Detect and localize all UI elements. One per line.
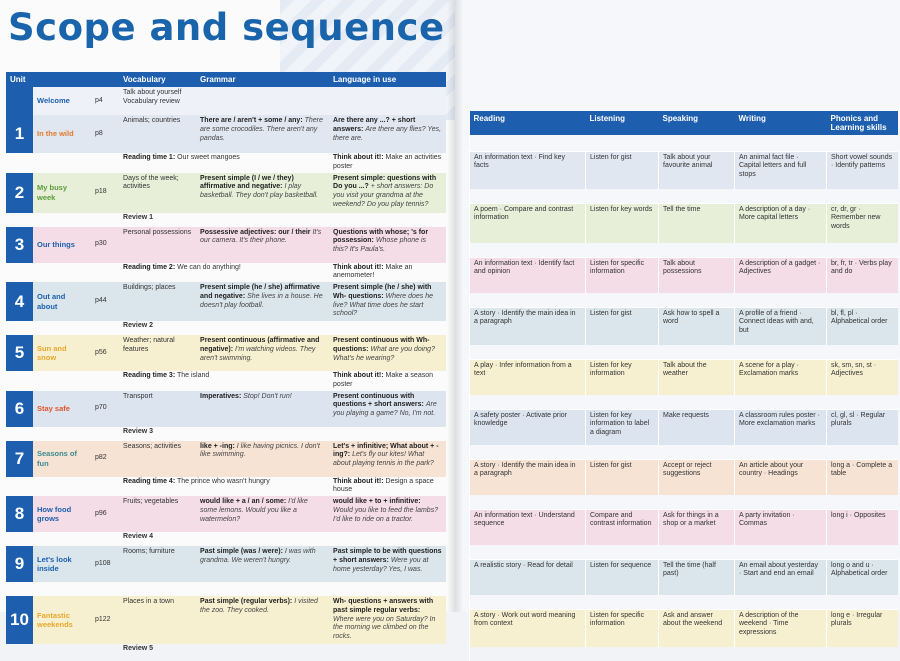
unit-row-skills: [470, 203, 898, 243]
think-about-it: [329, 153, 446, 173]
review-row: [6, 532, 446, 546]
unit-speaking: Accept or reject suggestions: [659, 459, 735, 495]
gap-cell: [470, 445, 898, 459]
grammar-example: I'm watching videos. They aren't swimming.: [200, 345, 316, 362]
unit-writing: A description of the weekend · Time expressions: [735, 609, 827, 647]
unit-vocabulary: Animals; countries: [119, 115, 196, 153]
review-row: [6, 321, 446, 335]
unit-page: p18: [91, 173, 119, 213]
unit-listening: Listen for specific information: [586, 609, 659, 647]
think-text: Make an anemometer!: [333, 263, 413, 280]
grammar-example: I play basketball. They don't play basketball.: [200, 183, 319, 199]
think-about-it: [329, 263, 446, 283]
reading-time-row: [6, 477, 446, 497]
gap-cell: [470, 495, 898, 509]
grammar-rule: Present continuous (affirmative and negative):: [200, 337, 320, 353]
unit-speaking: Ask and answer about the weekend: [659, 609, 735, 647]
unit-speaking: Ask for things in a shop or a market: [659, 509, 735, 545]
reading-time-title: The prince who wasn't hungry: [176, 477, 270, 485]
skills-gap-row: [470, 395, 898, 409]
skills-gap-row: [470, 545, 898, 559]
unit-row: [6, 441, 446, 477]
unit-speaking: Make requests: [659, 409, 735, 445]
header-reading: Reading: [470, 111, 586, 135]
grammar-rule: Past simple (was / were):: [200, 548, 283, 555]
unit-listening: Compare and contrast information: [586, 509, 659, 545]
unit-vocabulary: Personal possessions: [119, 227, 196, 263]
grammar-example: I'd like some lemons. Would you like a watermelon?: [200, 498, 308, 523]
unit-vocabulary: Fruits; vegetables: [119, 496, 196, 532]
review-spacer: [6, 427, 119, 441]
think-text: Design a space house: [333, 477, 434, 494]
reading-time-title: The island: [176, 372, 210, 379]
unit-name: Seasons of fun: [33, 441, 91, 477]
language-rule: Present continuous with Wh- questions:: [333, 337, 430, 353]
unit-name-welcome: Welcome: [33, 87, 91, 115]
unit-page: p70: [91, 391, 119, 427]
unit-language: [329, 441, 446, 477]
unit-reading: A story · Work out word meaning from context: [470, 609, 586, 647]
unit-grammar: [196, 546, 329, 582]
gap-cell: [470, 545, 898, 559]
unit-name: Fantastic weekends: [33, 596, 91, 644]
unit-name: In the wild: [33, 115, 91, 153]
welcome-vocab-2: Vocabulary review: [123, 97, 180, 105]
think-text: Make a season poster: [333, 372, 434, 388]
grammar-rule: Present simple (he / she) affirmative and negative:: [200, 284, 320, 300]
unit-row-skills: [470, 151, 898, 189]
review-row: [6, 427, 446, 441]
review-spacer: [6, 532, 119, 546]
header-unit: Unit: [6, 72, 119, 87]
think-about-it: [329, 477, 446, 497]
language-example: + short answers: Do you visit your grandma at the weekend? Do you play tennis?: [333, 183, 434, 208]
unit-vocabulary: Days of the week; activities: [119, 173, 196, 213]
reading-spacer: [6, 371, 119, 391]
reading-spacer: [6, 582, 119, 596]
unit-number: 3: [6, 227, 33, 263]
review-row: [6, 213, 446, 227]
grammar-rule: would like + a / an / some:: [200, 498, 287, 505]
unit-listening: Listen for key information: [586, 359, 659, 395]
unit-phonics: cr, dr, gr · Remember new words: [827, 203, 898, 243]
skills-gap-row: [470, 445, 898, 459]
unit-grammar: [196, 391, 329, 427]
unit-phonics: cl, gl, sl · Regular plurals: [827, 409, 898, 445]
language-rule: Present simple (he / she) with Wh- questions:: [333, 284, 432, 300]
think-label: Think about it!:: [333, 477, 384, 485]
grammar-rule: Possessive adjectives: our / their: [200, 228, 311, 236]
unit-reading: A story · Identify the main idea in a paragraph: [470, 459, 586, 495]
unit-phonics: long a · Complete a table: [827, 459, 898, 495]
unit-page: p82: [91, 441, 119, 477]
right-page: [455, 0, 900, 636]
unit-writing: A description of a day · More capital letters: [735, 203, 827, 243]
unit-page: p30: [91, 227, 119, 263]
think-label: Think about it!:: [333, 154, 384, 161]
unit-row-skills: [470, 459, 898, 495]
unit-writing: A description of a gadget · Adjectives: [735, 257, 827, 293]
unit-name: Our things: [33, 227, 91, 263]
reading-time-label: Reading time 1:: [123, 154, 176, 161]
unit-grammar: [196, 496, 329, 532]
unit-number: 9: [6, 546, 33, 582]
unit-phonics: sk, sm, sn, st · Adjectives: [827, 359, 898, 395]
unit-name: Stay safe: [33, 391, 91, 427]
unit-phonics: long e · Irregular plurals: [827, 609, 898, 647]
skills-gap-row: [470, 595, 898, 609]
row-welcome: [6, 87, 446, 115]
reading-time-title: Our sweet mangoes: [177, 154, 240, 161]
left-page: [0, 0, 455, 652]
reading-time: [119, 371, 329, 391]
unit-language: [329, 115, 446, 153]
unit-writing: An email about yesterday · Start and end an email: [735, 559, 827, 595]
think-text: Make an activities poster: [333, 154, 442, 170]
unit-writing: An animal fact file · Capital letters and full stops: [735, 151, 827, 189]
unit-row: [6, 115, 446, 153]
language-example: What are you doing? What's he wearing?: [333, 345, 435, 362]
language-example: Whose phone is this? It's Paula's.: [333, 237, 427, 253]
think-about-it: [329, 582, 446, 596]
skills-gap-row: [470, 243, 898, 257]
header-speaking: Speaking: [659, 111, 735, 135]
unit-number: 6: [6, 391, 33, 427]
unit-row: [6, 335, 446, 371]
unit-page-welcome: p4: [91, 87, 119, 115]
reading-time-row: [6, 153, 446, 173]
grammar-example: There are some crocodiles. There aren't any pandas.: [200, 117, 323, 142]
gap-cell: [470, 345, 898, 359]
unit-listening: Listen for gist: [586, 307, 659, 345]
reading-time-label: Reading time 4:: [123, 477, 176, 485]
unit-number: 4: [6, 282, 33, 321]
language-rule: Present simple: questions with Do you ...?: [333, 174, 437, 191]
header-phonics: Phonics and Learning skills: [827, 111, 898, 135]
reading-spacer: [6, 477, 119, 497]
unit-number-welcome: [6, 87, 33, 115]
unit-name: Let's look inside: [33, 546, 91, 582]
think-about-it: [329, 371, 446, 391]
unit-row-skills: [470, 409, 898, 445]
header-language: Language in use: [329, 72, 446, 87]
unit-speaking: Tell the time (half past): [659, 559, 735, 595]
unit-grammar: [196, 335, 329, 371]
unit-writing: A party invitation · Commas: [735, 509, 827, 545]
grammar-example: It's our camera. It's their phone.: [200, 228, 322, 245]
unit-speaking: Ask how to spell a word: [659, 307, 735, 345]
language-example: Where does he live? What time does he start school?: [333, 292, 434, 318]
unit-writing: An article about your country · Headings: [735, 459, 827, 495]
grammar-example: I visited the zoo. They cooked.: [200, 598, 318, 614]
grammar-example: She lives in a house. He doesn't play football.: [200, 292, 323, 309]
language-example: Where were you on Saturday? In the morning we climbed on the rocks.: [333, 615, 436, 640]
unit-page: p122: [91, 596, 119, 644]
unit-number: 10: [6, 596, 33, 644]
unit-speaking: Talk about the weather: [659, 359, 735, 395]
unit-speaking: Talk about your favourite animal: [659, 151, 735, 189]
unit-listening: Listen for specific information: [586, 257, 659, 293]
unit-phonics: br, fr, tr · Verbs play and do: [827, 257, 898, 293]
unit-reading: An information text · Understand sequence: [470, 509, 586, 545]
unit-page: p108: [91, 546, 119, 582]
unit-grammar: [196, 115, 329, 153]
unit-language: [329, 173, 446, 213]
unit-number: 8: [6, 496, 33, 532]
unit-row: [6, 496, 446, 532]
unit-vocabulary: Transport: [119, 391, 196, 427]
skills-gap-row: [470, 495, 898, 509]
unit-reading: A safety poster · Activate prior knowledge: [470, 409, 586, 445]
skills-gap-row: [470, 345, 898, 359]
language-example: Let's fly our kites! What about playing tennis in the park?: [333, 451, 434, 467]
gap-cell: [470, 647, 898, 661]
unit-reading: A story · Identify the main idea in a paragraph: [470, 307, 586, 345]
review-label: Review 2: [123, 322, 153, 329]
unit-phonics: Short vowel sounds · Identify patterns: [827, 151, 898, 189]
unit-grammar: [196, 282, 329, 321]
review-spacer: [6, 644, 119, 658]
unit-name: Sun and snow: [33, 335, 91, 371]
unit-reading: A play · Infer information from a text: [470, 359, 586, 395]
grammar-rule: Present simple (I / we / they) affirmative and negative:: [200, 174, 294, 191]
unit-language: [329, 282, 446, 321]
unit-writing: A classroom rules poster · More exclamation marks: [735, 409, 827, 445]
reading-time-row: [6, 263, 446, 283]
reading-spacer: [6, 153, 119, 173]
unit-language: [329, 546, 446, 582]
unit-row: [6, 596, 446, 644]
row-spacer: [470, 135, 898, 151]
page-title: Scope and sequence: [8, 6, 445, 49]
unit-vocabulary: Weather; natural features: [119, 335, 196, 371]
gap-cell: [470, 595, 898, 609]
grammar-rule: There are / aren't + some / any:: [200, 117, 303, 124]
unit-language: [329, 335, 446, 371]
gap-cell: [470, 293, 898, 307]
unit-listening: Listen for gist: [586, 151, 659, 189]
language-rule: Past simple to be with questions + short answers:: [333, 548, 442, 564]
unit-writing: A scene for a play · Exclamation marks: [735, 359, 827, 395]
language-example: Are there any flies? Yes, there are.: [333, 125, 442, 142]
skills-gap-row: [470, 189, 898, 203]
unit-vocabulary: Rooms; furniture: [119, 546, 196, 582]
unit-page: p56: [91, 335, 119, 371]
unit-page: p96: [91, 496, 119, 532]
welcome-vocab: [119, 87, 446, 115]
gap-cell: [470, 189, 898, 203]
unit-row-skills: [470, 559, 898, 595]
reading-time-label: Reading time 3:: [123, 372, 176, 379]
unit-speaking: Talk about possessions: [659, 257, 735, 293]
grammar-example: I was with grandma. We weren't hungry.: [200, 548, 316, 564]
gap-cell: [470, 243, 898, 257]
header-grammar: Grammar: [196, 72, 329, 87]
grammar-rule: like + -ing:: [200, 442, 235, 450]
reading-time: [119, 582, 329, 596]
unit-language: [329, 496, 446, 532]
unit-vocabulary: Buildings; places: [119, 282, 196, 321]
unit-grammar: [196, 441, 329, 477]
reading-time: [119, 153, 329, 173]
language-rule: Are there any ...? + short answers:: [333, 117, 416, 133]
unit-vocabulary: Places in a town: [119, 596, 196, 644]
review-label: Review 1: [123, 213, 153, 221]
unit-phonics: bl, fl, pl · Alphabetical order: [827, 307, 898, 345]
language-rule: Wh- questions + answers with past simple regular verbs:: [333, 598, 434, 614]
book-spine: [447, 0, 463, 612]
grammar-rule: Past simple (regular verbs):: [200, 598, 293, 605]
review-label: Review 4: [123, 533, 153, 540]
reading-time-row: [6, 371, 446, 391]
language-example: Would you like to feed the lambs? I'd like to ride on a tractor.: [333, 506, 439, 523]
grammar-example: Stop! Don't run!: [243, 392, 292, 400]
unit-row-skills: [470, 257, 898, 293]
unit-writing: A profile of a friend · Connect ideas with and, but: [735, 307, 827, 345]
language-rule: would like + to + infinitive:: [333, 498, 421, 505]
header-writing: Writing: [735, 111, 827, 135]
unit-row: [6, 282, 446, 321]
unit-row-skills: [470, 307, 898, 345]
review-label: Review 3: [123, 427, 153, 435]
language-rule: Let's + infinitive; What about + -ing?:: [333, 442, 439, 459]
unit-grammar: [196, 227, 329, 263]
language-example: Were you at home yesterday? Yes, I was.: [333, 556, 429, 573]
unit-listening: Listen for key information to label a diagram: [586, 409, 659, 445]
language-rule: Questions with whose; 's for possession:: [333, 228, 429, 245]
unit-language: [329, 391, 446, 427]
unit-grammar: [196, 173, 329, 213]
unit-page: p44: [91, 282, 119, 321]
unit-number: 2: [6, 173, 33, 213]
skills-gap-row: [470, 293, 898, 307]
unit-phonics: long o and u · Alphabetical order: [827, 559, 898, 595]
scope-table-left: [6, 72, 446, 658]
language-rule: Present continuous with questions + short answers:: [333, 392, 424, 409]
unit-speaking: Tell the time: [659, 203, 735, 243]
unit-number: 7: [6, 441, 33, 477]
language-example: Are you playing a game? No, I'm not.: [333, 401, 437, 417]
reading-time-label: Reading time 2:: [123, 263, 176, 271]
think-label: Think about it!:: [333, 263, 384, 271]
unit-listening: Listen for sequence: [586, 559, 659, 595]
unit-language: [329, 227, 446, 263]
unit-name: Out and about: [33, 282, 91, 321]
unit-listening: Listen for gist: [586, 459, 659, 495]
grammar-rule: Imperatives:: [200, 392, 242, 400]
unit-row-skills: [470, 509, 898, 545]
unit-name: My busy week: [33, 173, 91, 213]
reading-time-row: [6, 582, 446, 596]
unit-number: 5: [6, 335, 33, 371]
unit-page: p8: [91, 115, 119, 153]
header-listening: Listening: [586, 111, 659, 135]
review-spacer: [6, 321, 119, 335]
review-label: Review 5: [123, 644, 153, 652]
review-spacer: [6, 213, 119, 227]
review-row: [6, 644, 446, 658]
unit-row: [6, 546, 446, 582]
unit-language: [329, 596, 446, 644]
unit-row: [6, 391, 446, 427]
reading-time-title: We can do anything!: [177, 263, 241, 271]
unit-listening: Listen for key words: [586, 203, 659, 243]
skills-gap-row: [470, 647, 898, 661]
unit-reading: A poem · Compare and contrast information: [470, 203, 586, 243]
unit-reading: A realistic story · Read for detail: [470, 559, 586, 595]
unit-number: 1: [6, 115, 33, 153]
unit-row-skills: [470, 609, 898, 647]
unit-name: How food grows: [33, 496, 91, 532]
unit-reading: An information text · Identify fact and opinion: [470, 257, 586, 293]
unit-row-skills: [470, 359, 898, 395]
unit-row: [6, 173, 446, 213]
unit-grammar: [196, 596, 329, 644]
welcome-vocab-1: Talk about yourself: [123, 89, 182, 96]
reading-time: [119, 477, 329, 497]
grammar-example: I like having picnics. I don't like swimming.: [200, 442, 320, 459]
spacer-cell: [470, 135, 898, 151]
think-label: Think about it!:: [333, 372, 384, 379]
unit-row: [6, 227, 446, 263]
reading-time: [119, 263, 329, 283]
reading-spacer: [6, 263, 119, 283]
unit-vocabulary: Seasons; activities: [119, 441, 196, 477]
gap-cell: [470, 395, 898, 409]
unit-reading: An information text · Find key facts: [470, 151, 586, 189]
scope-table-right: [469, 111, 898, 661]
unit-phonics: long i · Opposites: [827, 509, 898, 545]
header-vocabulary: Vocabulary: [119, 72, 196, 87]
